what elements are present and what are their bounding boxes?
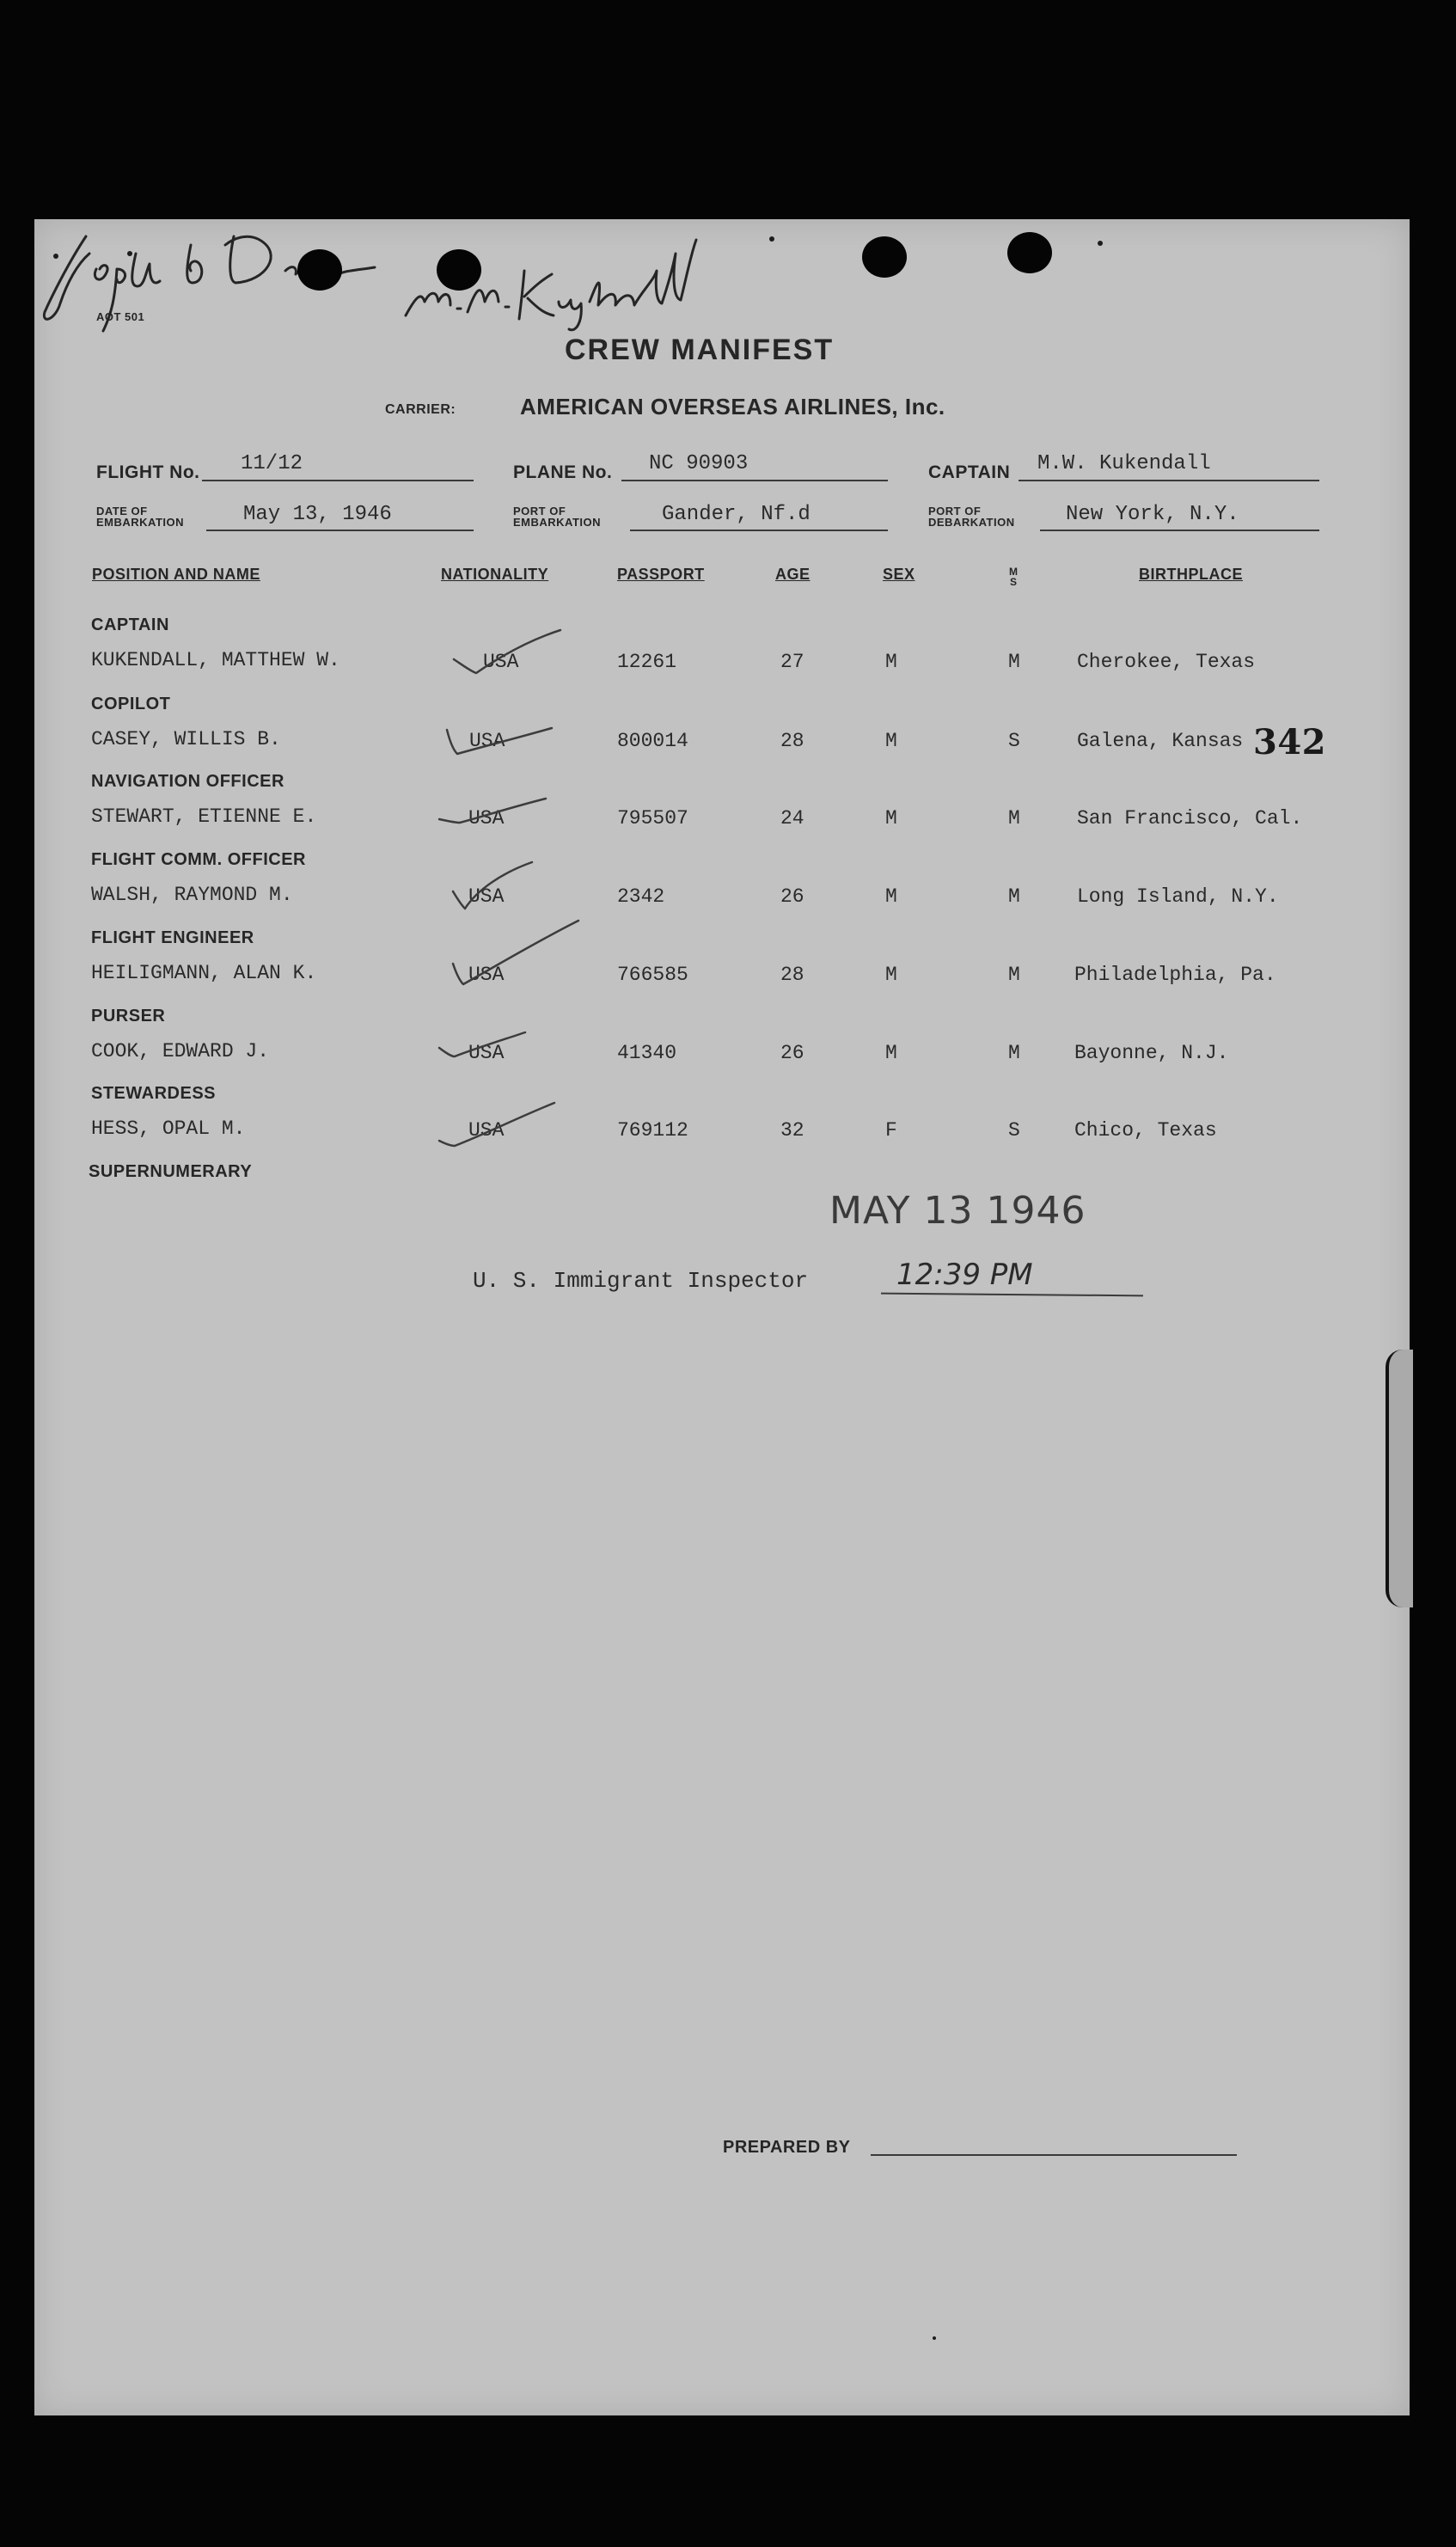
col-header-marital-status bbox=[1009, 566, 1019, 587]
check-mark-icon bbox=[443, 855, 563, 915]
crew-age: 24 bbox=[780, 807, 804, 830]
position-label: FLIGHT ENGINEER bbox=[91, 928, 254, 947]
underline bbox=[881, 1293, 1143, 1297]
crew-passport: 769112 bbox=[617, 1119, 688, 1142]
crew-marital-status: S bbox=[1008, 730, 1020, 752]
manifest-sheet bbox=[34, 219, 1410, 2415]
captain-value: M.W. Kukendall bbox=[1037, 452, 1211, 475]
crew-name: HESS, OPAL M. bbox=[91, 1117, 246, 1140]
crew-marital-status: M bbox=[1008, 1042, 1020, 1064]
crew-marital-status: S bbox=[1008, 1119, 1020, 1142]
crew-name: STEWART, ETIENNE E. bbox=[91, 805, 317, 828]
position-label: NAVIGATION OFFICER bbox=[91, 772, 284, 791]
crew-age: 26 bbox=[780, 885, 804, 908]
crew-passport: 41340 bbox=[617, 1042, 677, 1064]
date-value: May 13, 1946 bbox=[243, 503, 392, 526]
col-header-nationality: NATIONALITY bbox=[441, 566, 549, 583]
crew-age: 27 bbox=[780, 651, 804, 673]
punch-hole bbox=[862, 236, 907, 278]
crew-sex: M bbox=[885, 885, 897, 908]
port-embarkation-label-line-2: EMBARKATION bbox=[513, 516, 602, 529]
crew-age: 32 bbox=[780, 1119, 804, 1142]
crew-birthplace: Chico, Texas bbox=[1074, 1119, 1217, 1142]
date-stamp: MAY 13 1946 bbox=[829, 1189, 1086, 1233]
inspection-time: 12:39 PM bbox=[896, 1258, 1033, 1292]
crew-nationality: USA bbox=[468, 964, 505, 986]
underline bbox=[1040, 530, 1319, 531]
paper-edge-tab bbox=[1386, 1350, 1413, 1607]
crew-passport: 2342 bbox=[617, 885, 665, 908]
crew-sex: M bbox=[885, 964, 897, 986]
port-debarkation-label-line-1: PORT OF bbox=[928, 505, 982, 517]
crew-nationality: USA bbox=[468, 1042, 505, 1064]
crew-sex: M bbox=[885, 1042, 897, 1064]
crew-birthplace: Galena, Kansas bbox=[1077, 730, 1244, 752]
ms-label-2: S bbox=[1009, 576, 1018, 588]
crew-marital-status: M bbox=[1008, 651, 1020, 673]
plane-no-label: PLANE No. bbox=[513, 462, 613, 482]
speck bbox=[127, 251, 132, 256]
carrier-name: AMERICAN OVERSEAS AIRLINES, Inc. bbox=[520, 394, 945, 419]
crew-name: CASEY, WILLIS B. bbox=[91, 728, 281, 750]
punch-hole bbox=[437, 249, 481, 291]
crew-nationality: USA bbox=[469, 730, 505, 752]
speck bbox=[933, 2336, 936, 2340]
underline bbox=[621, 480, 888, 481]
crew-nationality: USA bbox=[468, 1119, 505, 1142]
crew-birthplace: Cherokee, Texas bbox=[1077, 651, 1256, 673]
port-embarkation-label-line-1: PORT OF bbox=[513, 505, 566, 517]
crew-marital-status: M bbox=[1008, 964, 1020, 986]
date-label-line-2: EMBARKATION bbox=[96, 516, 185, 529]
crew-marital-status: M bbox=[1008, 885, 1020, 908]
crew-sex: M bbox=[885, 807, 897, 830]
crew-name: HEILIGMANN, ALAN K. bbox=[91, 962, 317, 984]
position-label: CAPTAIN bbox=[91, 615, 169, 634]
crew-age: 28 bbox=[780, 964, 804, 986]
underline bbox=[1019, 480, 1319, 481]
check-mark-icon bbox=[434, 1096, 563, 1156]
port-debarkation-label bbox=[928, 505, 1015, 528]
page-number: 342 bbox=[1253, 722, 1326, 762]
crew-marital-status: M bbox=[1008, 807, 1020, 830]
port-debarkation-label-line-2: DEBARKATION bbox=[928, 516, 1015, 529]
form-number: AOT 501 bbox=[96, 310, 145, 323]
col-header-age: AGE bbox=[775, 566, 811, 583]
speck bbox=[1098, 241, 1103, 246]
crew-name: WALSH, RAYMOND M. bbox=[91, 884, 293, 906]
crew-passport: 766585 bbox=[617, 964, 688, 986]
check-mark-icon bbox=[438, 713, 559, 764]
check-mark-icon bbox=[434, 1027, 537, 1079]
check-mark-icon bbox=[447, 625, 567, 685]
underline bbox=[871, 2154, 1237, 2156]
position-label: STEWARDESS bbox=[91, 1084, 217, 1103]
underline bbox=[630, 530, 888, 531]
col-header-birthplace: BIRTHPLACE bbox=[1139, 566, 1243, 583]
underline bbox=[206, 530, 474, 531]
crew-sex: F bbox=[885, 1119, 897, 1142]
carrier-label: CARRIER: bbox=[385, 402, 456, 417]
crew-passport: 12261 bbox=[617, 651, 677, 673]
crew-nationality: USA bbox=[483, 651, 519, 673]
prepared-by-label: PREPARED BY bbox=[723, 2138, 851, 2157]
document-title: CREW MANIFEST bbox=[565, 334, 835, 366]
crew-birthplace: San Francisco, Cal. bbox=[1077, 807, 1303, 830]
ms-label-1: M bbox=[1009, 566, 1019, 578]
crew-age: 28 bbox=[780, 730, 804, 752]
position-label: FLIGHT COMM. OFFICER bbox=[91, 850, 306, 869]
position-label: COPILOT bbox=[91, 695, 171, 713]
inspector-signature bbox=[34, 219, 395, 340]
date-label-line-1: DATE OF bbox=[96, 505, 148, 517]
flight-no-value: 11/12 bbox=[241, 452, 303, 475]
inspector-label: U. S. Immigrant Inspector bbox=[473, 1268, 809, 1294]
speck bbox=[769, 236, 774, 242]
port-embarkation-value: Gander, Nf.d bbox=[662, 503, 811, 526]
crew-birthplace: Long Island, N.Y. bbox=[1077, 885, 1279, 908]
crew-nationality: USA bbox=[468, 885, 505, 908]
supernumerary-label: SUPERNUMERARY bbox=[89, 1162, 253, 1181]
col-header-sex: SEX bbox=[883, 566, 915, 583]
check-mark-icon bbox=[434, 790, 554, 842]
punch-hole bbox=[1007, 232, 1052, 273]
col-header-position: POSITION AND NAME bbox=[92, 566, 260, 583]
crew-sex: M bbox=[885, 730, 897, 752]
crew-birthplace: Philadelphia, Pa. bbox=[1074, 964, 1276, 986]
crew-sex: M bbox=[885, 651, 897, 673]
crew-passport: 795507 bbox=[617, 807, 688, 830]
plane-no-value: NC 90903 bbox=[649, 452, 749, 475]
port-debarkation-value: New York, N.Y. bbox=[1066, 503, 1239, 526]
crew-name: KUKENDALL, MATTHEW W. bbox=[91, 649, 340, 671]
underline bbox=[202, 480, 474, 481]
speck bbox=[53, 254, 58, 259]
punch-hole bbox=[297, 249, 342, 291]
port-embarkation-label bbox=[513, 505, 601, 528]
crew-passport: 800014 bbox=[617, 730, 688, 752]
crew-age: 26 bbox=[780, 1042, 804, 1064]
crew-name: COOK, EDWARD J. bbox=[91, 1040, 270, 1062]
captain-label: CAPTAIN bbox=[928, 462, 1011, 482]
check-mark-icon bbox=[443, 915, 589, 993]
position-label: PURSER bbox=[91, 1007, 166, 1026]
crew-nationality: USA bbox=[468, 807, 505, 830]
flight-no-label: FLIGHT No. bbox=[96, 462, 200, 482]
crew-birthplace: Bayonne, N.J. bbox=[1074, 1042, 1229, 1064]
col-header-passport: PASSPORT bbox=[617, 566, 705, 583]
date-label bbox=[96, 505, 184, 528]
